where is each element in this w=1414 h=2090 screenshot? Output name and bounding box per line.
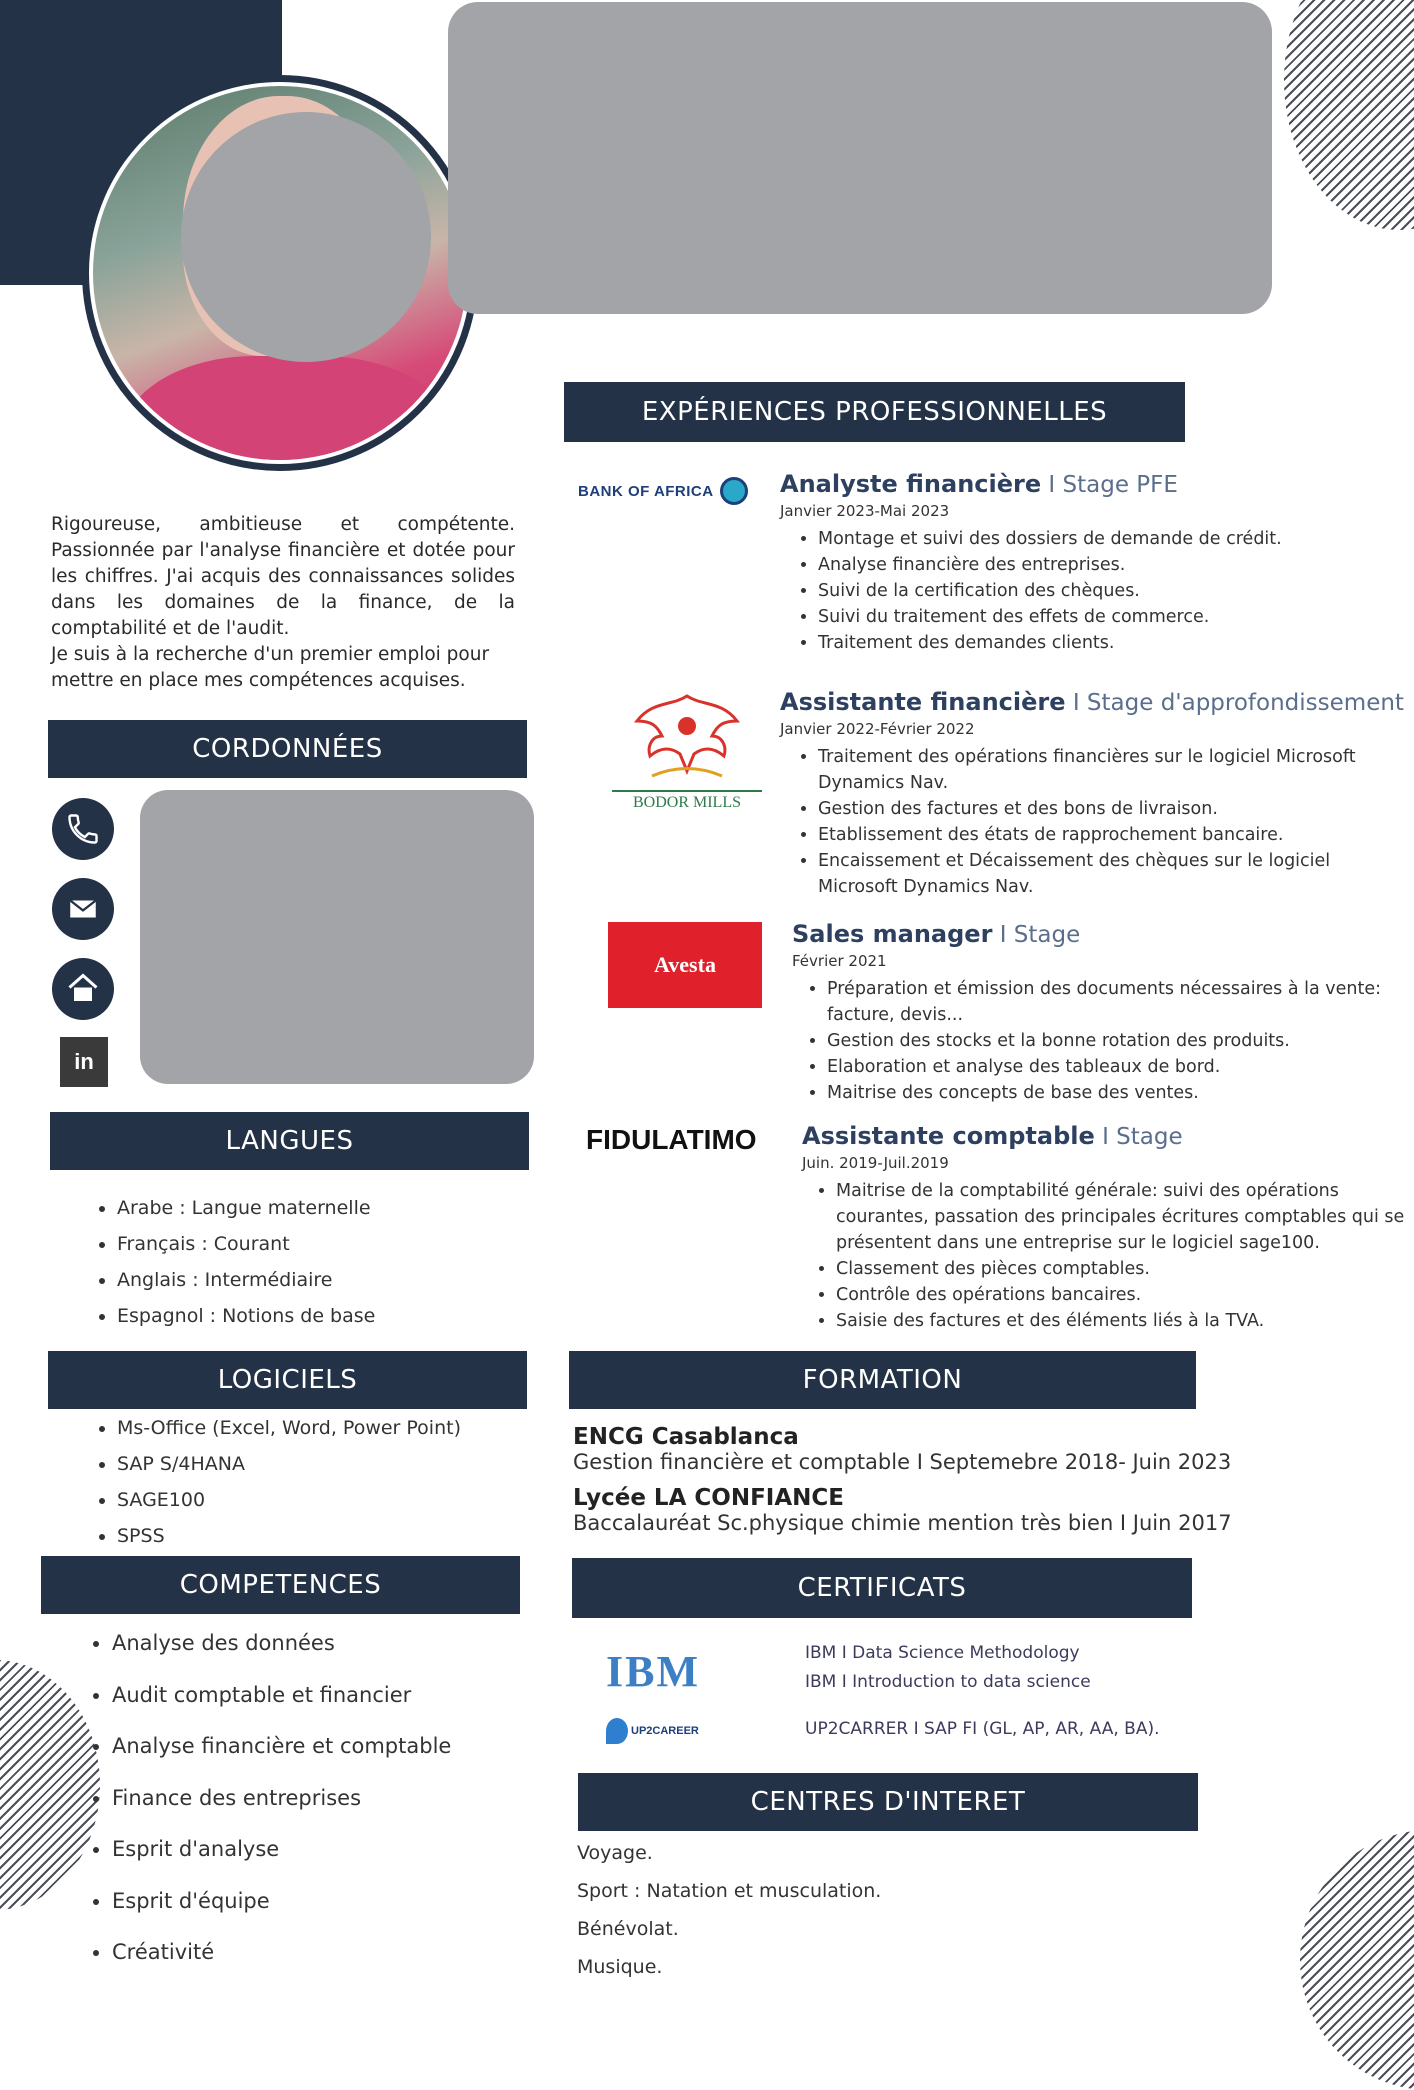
software-item: • Ms-Office (Excel, Word, Power Point) [117,1410,547,1446]
skill-item: • Finance des entreprises [112,1773,532,1825]
bodor-mills-logo: BODOR MILLS [612,676,762,812]
experience-entry [780,688,1410,900]
name-title-redaction [448,2,1272,314]
education-entry [573,1485,1373,1535]
task-item: • Analyse financière des entreprises. [818,552,1410,578]
up2career-mark-icon [606,1718,628,1744]
up2career-logo: UP2CAREER [606,1718,699,1744]
task-item: • Préparation et émission des documents nécessaires à la vente: facture, devis... [827,976,1412,1028]
job-title: Assistante comptable [802,1122,1095,1150]
education-entry [573,1424,1373,1474]
job-title: Sales manager [792,920,993,948]
software-item: • SAP S/4HANA [117,1446,547,1482]
task-item: • Elaboration et analyse des tableaux de bord. [827,1054,1412,1080]
bank-of-africa-logo: BANK OF AFRICA [578,474,773,508]
degree-detail: Baccalauréat Sc.physique chimie mention très bien I Juin 2017 [573,1511,1232,1535]
skill-item: • Analyse financière et comptable [112,1721,532,1773]
profile-summary [51,512,515,694]
job-date: Février 2021 [792,952,887,970]
avesta-logo: Avesta [608,922,762,1008]
task-item: • Traitement des demandes clients. [818,630,1410,656]
job-type: I Stage [1094,1124,1183,1150]
contact-section-header: CORDONNÉES [48,720,527,778]
interest-item: Musique. [577,1956,663,1978]
ibm-logo: IBM [606,1647,700,1696]
skill-item: • Esprit d'analyse [112,1824,532,1876]
software-item: • SAGE100 [117,1482,547,1518]
experience-entry [780,470,1410,656]
task-item: • Encaissement et Décaissement des chèques sur le logiciel Microsoft Dynamics Nav. [818,848,1410,900]
face-redaction [181,112,431,362]
job-tasks [780,526,1410,656]
job-tasks [780,744,1410,900]
fidulatimo-logo: FIDULATIMO [586,1124,757,1155]
job-date: Janvier 2022-Février 2022 [780,720,975,738]
job-date: Janvier 2023-Mai 2023 [780,502,950,520]
task-item: • Suivi du traitement des effets de commerce. [818,604,1410,630]
task-item: • Maitrise de la comptabilité générale: suivi des opérations courantes, passation des principales écritures comptables qui se présentent dans une entreprise sur le logiciel sage100. [836,1178,1412,1256]
profile-photo [82,75,478,471]
certificates-section-header: CERTIFICATS [572,1558,1192,1618]
bottom-right-hatch-decoration [1300,1830,1414,2090]
bank-globe-icon [720,477,748,505]
summary-paragraph-1: Rigoureuse, ambitieuse et compétente. Passionnée par l'analyse financière et dotée pour les chiffres. J'ai acquis des connaissances solides dans les domaines de la finance, de la comptabilité et de l'audit. [51,514,515,639]
degree-detail: Gestion financière et comptable I Septemebre 2018- Juin 2023 [573,1450,1232,1474]
job-type: I Stage d'approfondissement [1065,690,1404,716]
interest-item: Sport : Natation et musculation. [577,1880,882,1902]
job-tasks [792,976,1412,1106]
certificate-line: IBM I Introduction to data science [805,1672,1091,1692]
interest-item: Voyage. [577,1842,653,1864]
task-item: • Saisie des factures et des éléments liés à la TVA. [836,1308,1412,1334]
home-icon [52,958,114,1020]
task-item: • Contrôle des opérations bancaires. [836,1282,1412,1308]
mail-icon [52,878,114,940]
summary-paragraph-2: Je suis à la recherche d'un premier emploi pour mettre en place mes compétences acquises. [51,644,490,691]
job-date: Juin. 2019-Juil.2019 [802,1154,949,1172]
certificate-line: IBM I Data Science Methodology [805,1643,1080,1663]
school-name: Lycée LA CONFIANCE [573,1485,844,1511]
experience-entry [802,1122,1412,1334]
phone-icon [52,798,114,860]
interest-item: Bénévolat. [577,1918,679,1940]
job-tasks [802,1178,1412,1334]
task-item: • Suivi de la certification des chèques. [818,578,1410,604]
skill-item: • Esprit d'équipe [112,1876,532,1928]
language-item: • Arabe : Langue maternelle [117,1190,547,1226]
skill-item: • Analyse des données [112,1618,532,1670]
top-right-hatch-decoration [1284,0,1414,230]
software-item: • SPSS [117,1518,547,1554]
interests-section-header: CENTRES D'INTERET [578,1773,1198,1831]
job-title: Analyste financière [780,470,1042,498]
linkedin-icon: in [60,1037,108,1087]
experience-section-header: EXPÉRIENCES PROFESSIONNELLES [564,382,1185,442]
languages-list [87,1190,547,1334]
languages-section-header: LANGUES [50,1112,529,1170]
interests-list [577,1834,1277,1986]
experience-entry [792,920,1412,1106]
skills-section-header: COMPETENCES [41,1556,520,1614]
skill-item: • Créativité [112,1927,532,1979]
software-list [87,1410,547,1554]
skill-item: • Audit comptable et financier [112,1670,532,1722]
job-type: I Stage PFE [1041,472,1178,498]
software-section-header: LOGICIELS [48,1351,527,1409]
skills-list [82,1618,532,1979]
language-item: • Anglais : Intermédiaire [117,1262,547,1298]
job-type: I Stage [992,922,1081,948]
education-section-header: FORMATION [569,1351,1196,1409]
job-title: Assistante financière [780,688,1066,716]
school-name: ENCG Casablanca [573,1424,799,1450]
contact-details-redaction [140,790,534,1084]
task-item: • Gestion des stocks et la bonne rotation des produits. [827,1028,1412,1054]
language-item: • Espagnol : Notions de base [117,1298,547,1334]
task-item: • Maitrise des concepts de base des ventes. [827,1080,1412,1106]
task-item: • Gestion des factures et des bons de livraison. [818,796,1410,822]
language-item: • Français : Courant [117,1226,547,1262]
task-item: • Etablissement des états de rapprochement bancaire. [818,822,1410,848]
task-item: • Montage et suivi des dossiers de demande de crédit. [818,526,1410,552]
certificate-line: UP2CARRER I SAP FI (GL, AP, AR, AA, BA). [805,1719,1160,1739]
task-item: • Classement des pièces comptables. [836,1256,1412,1282]
task-item: • Traitement des opérations financières sur le logiciel Microsoft Dynamics Nav. [818,744,1410,796]
